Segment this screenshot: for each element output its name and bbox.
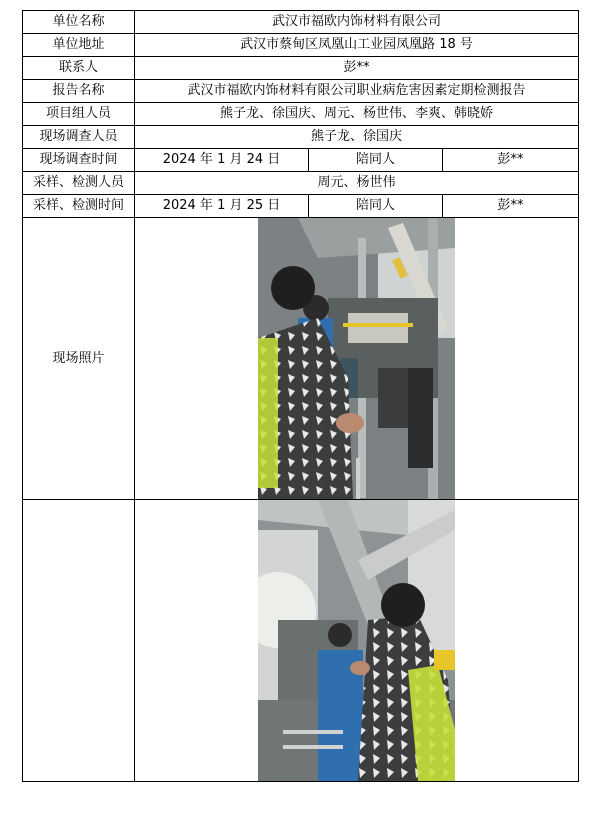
value-survey-staff: 熊子龙、徐国庆	[135, 126, 579, 149]
value-report-name: 武汉市福欧内饰材料有限公司职业病危害因素定期检测报告	[135, 80, 579, 103]
label-site-photos: 现场照片	[23, 218, 135, 500]
row-unit-address	[23, 34, 579, 57]
value-survey-date: 2024 年 1 月 24 日	[135, 149, 309, 172]
value-unit-address: 武汉市蔡甸区凤凰山工业园凤凰路 18 号	[135, 34, 579, 57]
label-unit-address: 单位地址	[23, 34, 135, 57]
site-photo-2-image	[258, 500, 455, 781]
site-photo-1-image	[258, 218, 455, 499]
label-sampling-staff: 采样、检测人员	[23, 172, 135, 195]
row-sampling-time	[23, 195, 579, 218]
label-site-photos-empty	[23, 500, 135, 782]
row-sampling-staff	[23, 172, 579, 195]
row-project-team	[23, 103, 579, 126]
label-project-team: 项目组人员	[23, 103, 135, 126]
row-report-name	[23, 80, 579, 103]
row-photo-1	[23, 218, 579, 500]
value-sampling-date: 2024 年 1 月 25 日	[135, 195, 309, 218]
label-contact: 联系人	[23, 57, 135, 80]
value-project-team: 熊子龙、徐国庆、周元、杨世伟、李爽、韩晓娇	[135, 103, 579, 126]
report-sheet	[22, 10, 578, 782]
label-report-name: 报告名称	[23, 80, 135, 103]
site-photo-2	[258, 500, 455, 781]
value-survey-companion: 彭**	[443, 149, 579, 172]
row-unit-name	[23, 11, 579, 34]
photo-cell-1	[135, 218, 579, 500]
label-sampling-companion: 陪同人	[309, 195, 443, 218]
value-sampling-staff: 周元、杨世伟	[135, 172, 579, 195]
label-unit-name: 单位名称	[23, 11, 135, 34]
row-photo-2	[23, 500, 579, 782]
row-survey-time	[23, 149, 579, 172]
photo-cell-2	[135, 500, 579, 782]
label-sampling-time: 采样、检测时间	[23, 195, 135, 218]
site-photo-1	[258, 218, 455, 499]
row-survey-staff	[23, 126, 579, 149]
label-survey-companion: 陪同人	[309, 149, 443, 172]
value-contact: 彭**	[135, 57, 579, 80]
site-info-table	[22, 10, 579, 782]
label-survey-staff: 现场调查人员	[23, 126, 135, 149]
label-survey-time: 现场调查时间	[23, 149, 135, 172]
value-sampling-companion: 彭**	[443, 195, 579, 218]
value-unit-name: 武汉市福欧内饰材料有限公司	[135, 11, 579, 34]
row-contact	[23, 57, 579, 80]
